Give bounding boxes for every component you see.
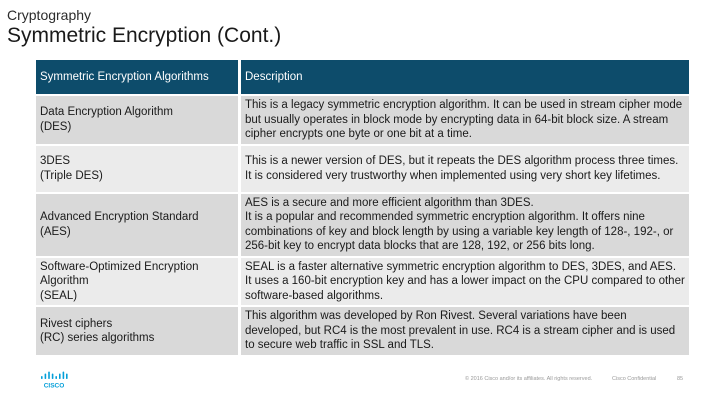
- table-row: [36, 194, 689, 256]
- algorithm-name-cell: [36, 146, 238, 192]
- algorithm-name-cell: [36, 96, 238, 144]
- table-row: [36, 96, 689, 144]
- algorithm-name: Software-Optimized Encryption Algorithm: [40, 260, 199, 287]
- description-cell: [238, 258, 689, 306]
- algorithm-name: Rivest ciphers: [40, 317, 113, 330]
- algorithm-abbrev: (SEAL): [40, 289, 78, 302]
- algorithm-abbrev: (DES): [40, 120, 72, 133]
- algorithm-abbrev: (RC) series algorithms: [40, 332, 155, 344]
- description-cell: [238, 146, 689, 192]
- header-description: Description: [238, 60, 689, 94]
- table-row: [36, 146, 689, 192]
- header-algorithms: Symmetric Encryption Algorithms: [36, 60, 238, 94]
- algorithms-table: [36, 58, 689, 357]
- table-row: [36, 307, 689, 355]
- description-cell: [238, 96, 689, 144]
- algorithm-name-cell: [36, 307, 238, 355]
- footer-confidential: Cisco Confidential: [612, 376, 657, 382]
- description-text: It is a popular and recommended symmetric encryption algorithm. It offers nine combinations of key and block length by using a variable key length of 128-, 192-, or 256-bit key to encrypt data blocks that are 128, 192, or 256 bits long.: [245, 211, 674, 252]
- algorithm-name-cell: [36, 258, 238, 306]
- table-header-row: [36, 60, 689, 94]
- footer-page-number: 85: [677, 376, 684, 382]
- algorithm-abbrev: (AES): [40, 225, 71, 238]
- description-text: SEAL is a faster alternative symmetric encryption algorithm to DES, 3DES, and AES. It uses a 160-bit encryption key and has a lower impact on the CPU compared to other software-based algorithms.: [245, 260, 685, 302]
- footer-copyright: © 2016 Cisco and/or its affiliates. All rights reserved.: [465, 376, 593, 382]
- cisco-logo-icon: [40, 371, 68, 389]
- algorithm-abbrev: (Triple DES): [40, 169, 103, 182]
- description-text: AES is a secure and more efficient algorithm than 3DES.: [245, 196, 534, 209]
- slide-supertitle: Cryptography: [7, 7, 92, 23]
- algorithm-name: 3DES: [40, 155, 71, 167]
- algorithm-name: Advanced Encryption Standard: [40, 211, 199, 223]
- description-text: This is a legacy symmetric encryption algorithm. It can be used in stream cipher mode but usually operates in block mode by encrypting data in 64-bit block size. A stream cipher encrypts one byte or one bit at a time.: [245, 99, 683, 140]
- algorithm-name: Data Encryption Algorithm: [40, 106, 173, 119]
- algorithm-name-cell: [36, 194, 238, 256]
- description-text: This algorithm was developed by Ron Rivest. Several variations have been developed, but RC4 is the most prevalent in use. RC4 is a stream cipher and is used to secure web traffic in SSL and TLS.: [245, 310, 676, 352]
- slide-title: Symmetric Encryption (Cont.): [7, 24, 282, 47]
- description-cell: [238, 307, 689, 355]
- description-text: This is a newer version of DES, but it repeats the DES algorithm process three times. It is considered very trustworthy when implemented using very short key lifetimes.: [245, 155, 679, 182]
- svg-text:CISCO: CISCO: [43, 382, 65, 389]
- description-cell: [238, 194, 689, 256]
- table-row: [36, 258, 689, 306]
